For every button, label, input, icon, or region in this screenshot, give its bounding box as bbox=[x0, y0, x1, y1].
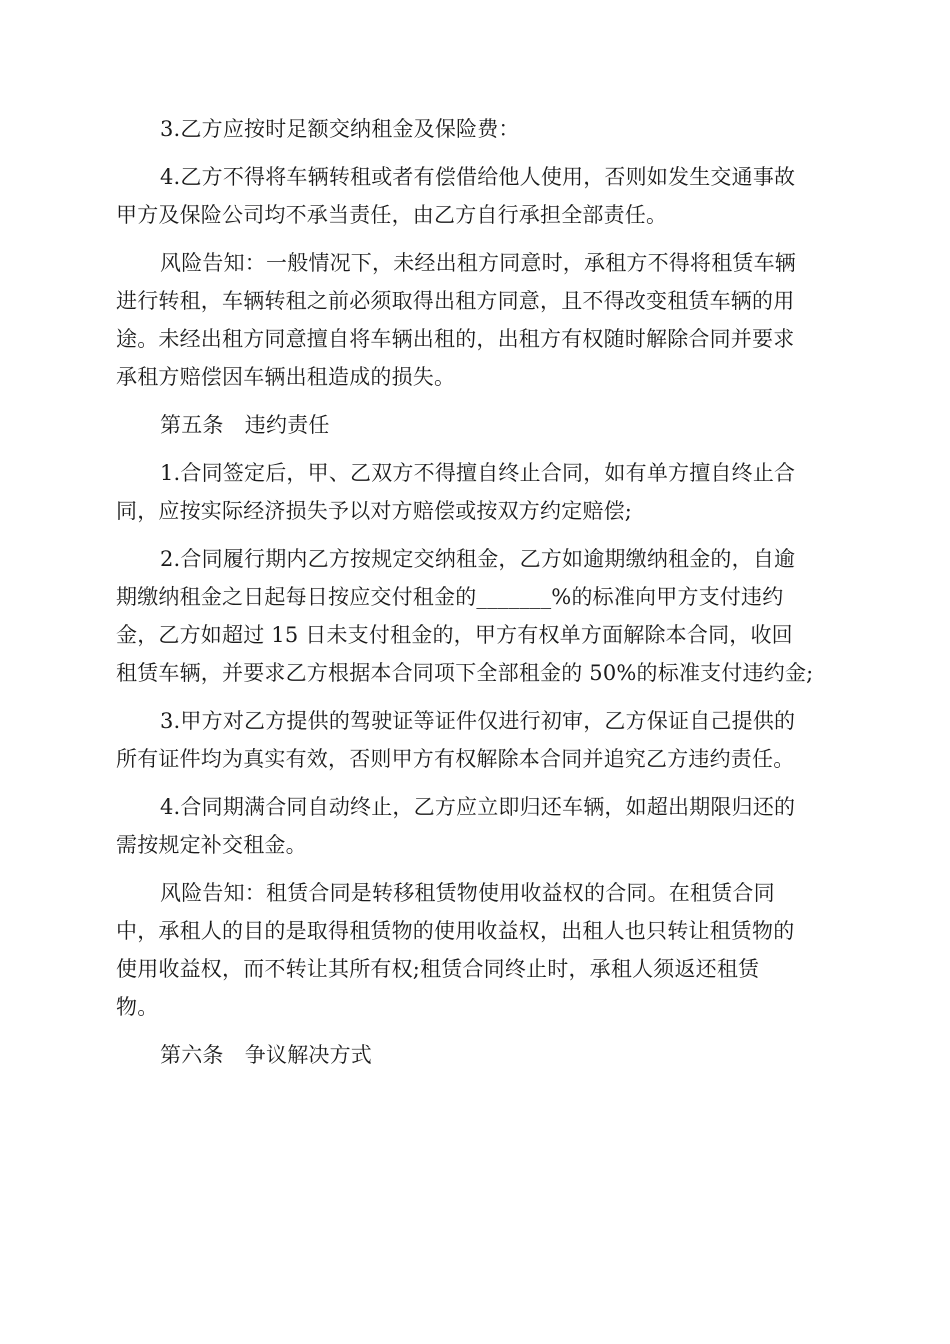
text-line: 风险告知：租赁合同是转移租赁物使用收益权的合同。在租赁合同 bbox=[160, 881, 775, 905]
section-heading-article-5 bbox=[116, 406, 836, 444]
text-line: 进行转租，车辆转租之前必须取得出租方同意，且不得改变租赁车辆的用 bbox=[116, 289, 795, 313]
text-line: 中，承租人的目的是取得租赁物的使用收益权，出租人也只转让租赁物的 bbox=[116, 919, 795, 943]
paragraph-breach-2 bbox=[116, 540, 836, 692]
text-line: 3.甲方对乙方提供的驾驶证等证件仅进行初审，乙方保证自己提供的 bbox=[160, 709, 796, 733]
paragraph-breach-1 bbox=[116, 454, 836, 530]
text-line: 途。未经出租方同意擅自将车辆出租的，出租方有权随时解除合同并要求 bbox=[116, 327, 795, 351]
text-line: 2.合同履行期内乙方按规定交纳租金，乙方如逾期缴纳租金的，自逾 bbox=[160, 547, 796, 571]
text-line: 风险告知：一般情况下，未经出租方同意时，承租方不得将租赁车辆 bbox=[160, 251, 796, 275]
text-line: 所有证件均为真实有效，否则甲方有权解除本合同并追究乙方违约责任。 bbox=[116, 747, 795, 771]
paragraph-risk-notice-lease bbox=[116, 874, 836, 1026]
text-line: 3.乙方应按时足额交纳租金及保险费： bbox=[160, 117, 520, 141]
paragraph-risk-notice-sublease bbox=[116, 244, 836, 396]
text-line: 需按规定补交租金。 bbox=[116, 833, 307, 857]
paragraph-clause-4-sublease bbox=[116, 158, 836, 234]
text-line: 租赁车辆，并要求乙方根据本合同项下全部租金的 50%的标准支付违约金; bbox=[116, 661, 814, 685]
text-line: 同，应按实际经济损失予以对方赔偿或按双方约定赔偿; bbox=[116, 499, 633, 523]
text-line: 1.合同签定后，甲、乙双方不得擅自终止合同，如有单方擅自终止合 bbox=[160, 461, 796, 485]
text-line: 金，乙方如超过 15 日未支付租金的，甲方有权单方面解除本合同，收回 bbox=[116, 623, 793, 647]
section-heading-article-6 bbox=[116, 1036, 836, 1074]
text-line: 期缴纳租金之日起每日按应交付租金的_______%的标准向甲方支付违约 bbox=[116, 585, 784, 609]
paragraph-breach-4 bbox=[116, 788, 836, 864]
paragraph-breach-3 bbox=[116, 702, 836, 778]
text-line: 使用收益权，而不转让其所有权;租赁合同终止时，承租人须返还租赁 bbox=[116, 957, 760, 981]
section-heading: 第六条 争议解决方式 bbox=[160, 1043, 372, 1067]
text-line: 4.乙方不得将车辆转租或者有偿借给他人使用，否则如发生交通事故 bbox=[160, 165, 796, 189]
text-line: 物。 bbox=[116, 995, 159, 1019]
document-page bbox=[116, 110, 836, 1084]
paragraph-clause-3-payment bbox=[116, 110, 836, 148]
section-heading: 第五条 违约责任 bbox=[160, 413, 330, 437]
text-line: 4.合同期满合同自动终止，乙方应立即归还车辆，如超出期限归还的 bbox=[160, 795, 796, 819]
text-line: 甲方及保险公司均不承当责任，由乙方自行承担全部责任。 bbox=[116, 203, 668, 227]
text-line: 承租方赔偿因车辆出租造成的损失。 bbox=[116, 365, 456, 389]
